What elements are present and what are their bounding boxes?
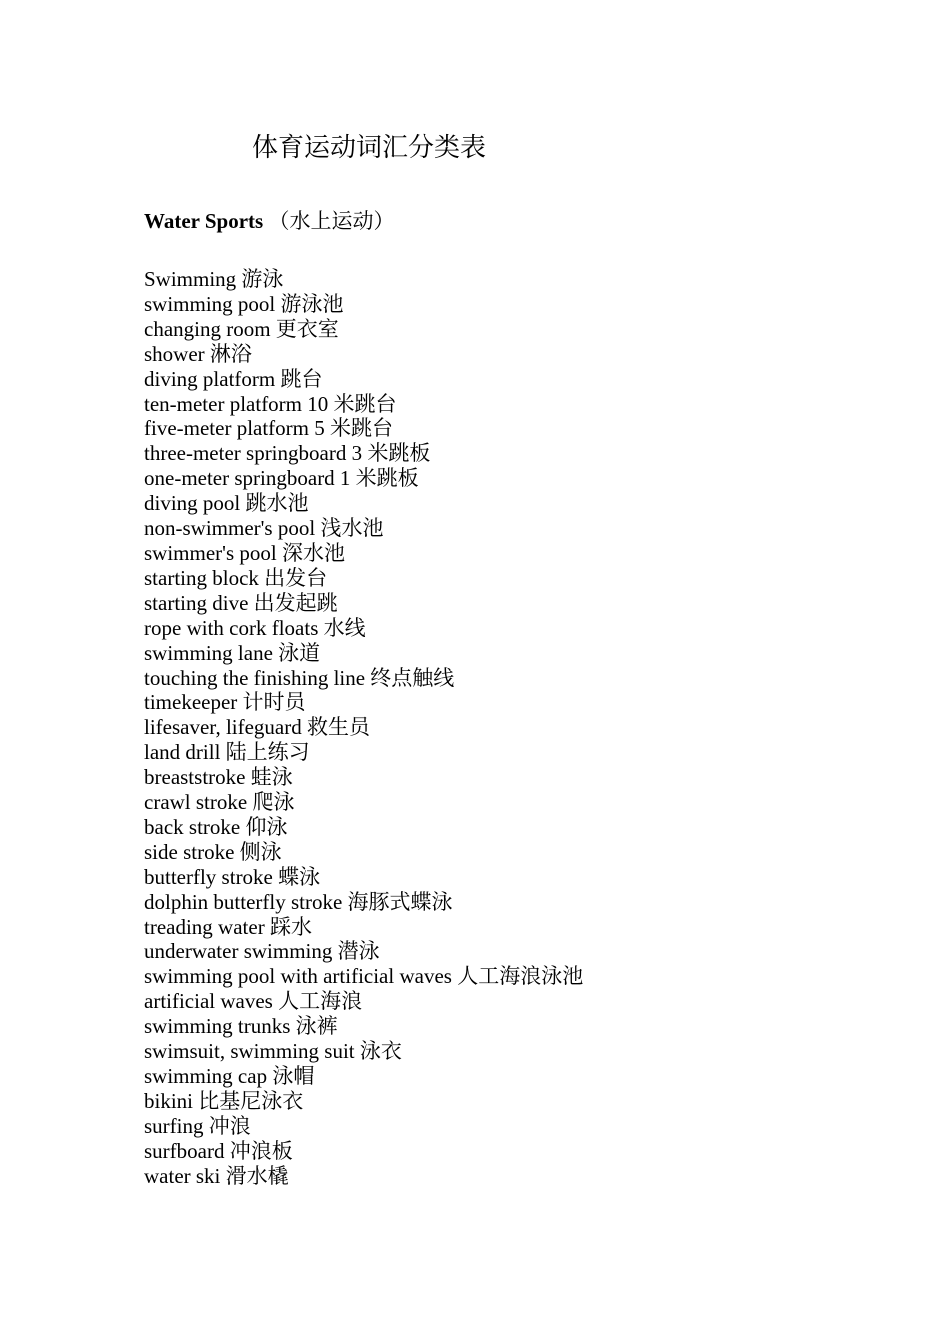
vocabulary-item: crawl stroke 爬泳 xyxy=(144,790,295,815)
vocabulary-item: swimming pool with artificial waves 人工海浪泳池 xyxy=(144,964,584,989)
vocabulary-item: swimming lane 泳道 xyxy=(144,640,321,665)
vocabulary-item: lifesaver, lifeguard 救生员 xyxy=(144,715,370,740)
vocabulary-item: diving pool 跳水池 xyxy=(144,491,309,516)
vocabulary-item: touching the finishing line 终点触线 xyxy=(144,665,455,690)
vocabulary-item: ten-meter platform 10 米跳台 xyxy=(144,391,397,416)
vocabulary-item: land drill 陆上练习 xyxy=(144,740,310,765)
vocabulary-item: swimsuit, swimming suit 泳衣 xyxy=(144,1039,402,1064)
vocabulary-item: surfing 冲浪 xyxy=(144,1113,251,1138)
vocabulary-item: side stroke 侧泳 xyxy=(144,839,282,864)
vocabulary-item: starting dive 出发起跳 xyxy=(144,590,338,615)
vocabulary-item: Swimming 游泳 xyxy=(144,267,284,291)
vocabulary-item: shower 淋浴 xyxy=(144,341,252,366)
section-heading-english: Water Sports xyxy=(144,209,264,233)
vocabulary-item: swimming trunks 泳裤 xyxy=(144,1014,338,1039)
vocabulary-item: artificial waves 人工海浪 xyxy=(144,989,363,1014)
vocabulary-item: treading water 踩水 xyxy=(144,914,312,939)
vocabulary-list xyxy=(144,267,583,1189)
vocabulary-item: breaststroke 蛙泳 xyxy=(144,765,293,790)
vocabulary-item: non-swimmer's pool 浅水池 xyxy=(144,516,384,541)
page-title: 体育运动词汇分类表 xyxy=(252,133,487,162)
vocabulary-item: swimmer's pool 深水池 xyxy=(144,540,345,565)
vocabulary-item: dolphin butterfly stroke 海豚式蝶泳 xyxy=(144,889,453,914)
vocabulary-item: back stroke 仰泳 xyxy=(144,814,288,839)
vocabulary-item: swimming cap 泳帽 xyxy=(144,1064,315,1088)
vocabulary-item: bikini 比基尼泳衣 xyxy=(144,1088,304,1113)
vocabulary-item: surfboard 冲浪板 xyxy=(144,1138,293,1163)
vocabulary-item: butterfly stroke 蝶泳 xyxy=(144,864,321,889)
section-heading xyxy=(144,205,394,237)
section-heading-chinese: （水上运动） xyxy=(263,209,395,233)
vocabulary-item: diving platform 跳台 xyxy=(144,366,323,391)
vocabulary-item: swimming pool 游泳池 xyxy=(144,291,344,316)
vocabulary-item: underwater swimming 潜泳 xyxy=(144,939,380,964)
vocabulary-item: five-meter platform 5 米跳台 xyxy=(144,416,394,441)
vocabulary-item: one-meter springboard 1 米跳板 xyxy=(144,466,419,491)
vocabulary-item: water ski 滑水橇 xyxy=(144,1163,289,1188)
vocabulary-item: rope with cork floats 水线 xyxy=(144,615,366,640)
vocabulary-item: timekeeper 计时员 xyxy=(144,690,306,715)
vocabulary-item: three-meter springboard 3 米跳板 xyxy=(144,441,431,466)
vocabulary-item: changing room 更衣室 xyxy=(144,316,339,341)
vocabulary-item: starting block 出发台 xyxy=(144,565,328,590)
